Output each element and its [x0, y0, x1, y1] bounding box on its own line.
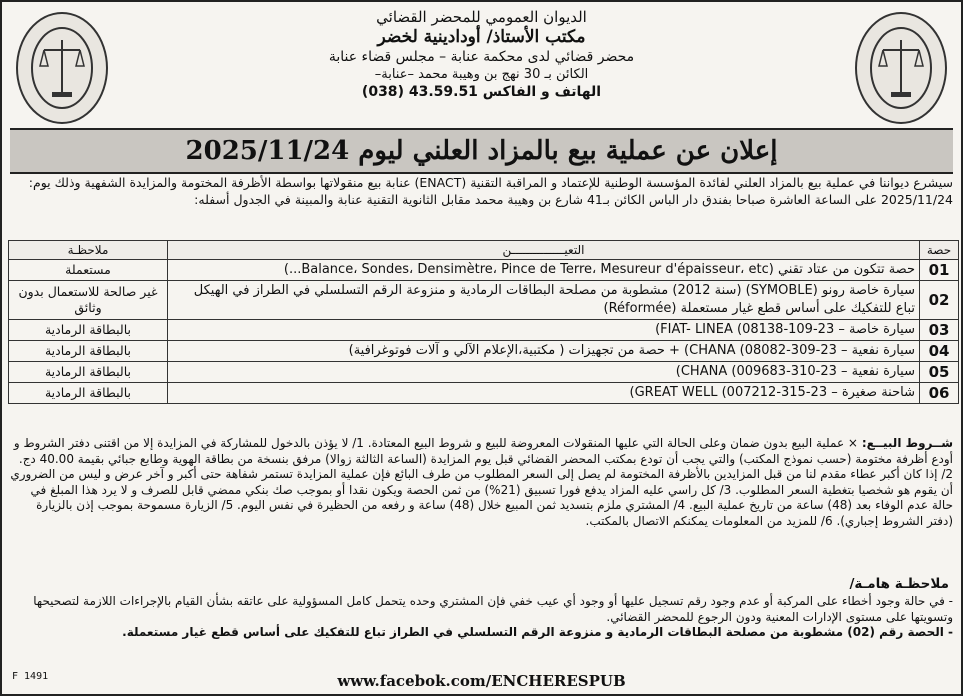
- lot-number: 04: [920, 341, 959, 362]
- scales-of-justice-icon: [869, 26, 933, 110]
- header-lot: حصة: [920, 241, 959, 260]
- lot-description: سيارة خاصة رونو (SYMOBLE) (سنة 2012) مشطوبة من مصلحة البطاقات الرمادية و منزوعة الرقم التسلسلي في الطراز في الهيكل تباع للتفكيك على أساس قطع غيار مستعملة (Réformée): [168, 281, 920, 320]
- intro-paragraph: سيشرع ديواننا في عملية بيع بالمزاد العلني لفائدة المؤسسة الوطنية للإعتماد و المراقبة التقنية (ENACT) عنابة بيع منقولاتها بواسطة الأظرفة المختومة والمزايدة الشفهية وذلك يوم: 2025/11/24 على الساعة العاشرة صباحا بفندق دار الباس الكائن بـ41 شارع بن وهيبة محمد مقابل الثانوية التقنية عنابة والمبينة في الجدول أسفله:: [28, 175, 953, 207]
- important-notes: [10, 594, 953, 641]
- official-seal-left: [16, 12, 108, 124]
- lot-remark: بالبطاقة الرمادية: [9, 320, 168, 341]
- lot-number: 06: [920, 383, 959, 404]
- table-header-row: [9, 241, 959, 260]
- table-row: [9, 341, 959, 362]
- important-note-heading: ملاحظـة هامـة/: [849, 576, 949, 592]
- bailiff-name: مكتب الأستاذ/ أودادينية لخضر: [377, 27, 586, 47]
- scales-of-justice-icon: [30, 26, 94, 110]
- reference-code: F 1491: [12, 671, 49, 682]
- announcement-title: إعلان عن عملية بيع بالمزاد العلني ليوم 2025/11/24: [10, 128, 953, 174]
- lot-number: 01: [920, 260, 959, 281]
- table-row: [9, 383, 959, 404]
- table-row: [9, 362, 959, 383]
- table-row: [9, 260, 959, 281]
- lot-remark: بالبطاقة الرمادية: [9, 383, 168, 404]
- header-remark: ملاحظـة: [9, 241, 168, 260]
- header-designation: التعيـــــــــــــــن: [168, 241, 920, 260]
- note-item: - في حالة وجود أخطاء على المركبة أو عدم وجود رقم تسجيل عليها أو وجود أي عيب خفي فإن المشتري وحده يتحمل كامل المسؤولية على عاتقه بشأن القيام بالإجراءات اللازمة لتصحيحها وتسويتها على مستوى الإدارات المعنية ودون الرجوع للمحضر القضائي.: [33, 594, 953, 624]
- table-row: [9, 281, 959, 320]
- lot-number: 03: [920, 320, 959, 341]
- office-phone: الهاتف و الفاكس 43.59.51 (038): [361, 84, 602, 100]
- conditions-text: × عملية البيع بدون ضمان وعلى الحالة التي عليها المنقولات المعروضة للبيع و شروط البيع المعتادة. 1/ لا يؤذن بالدخول للمشاركة في المزايدة إلا من اقتنى دفتر الشروط و أودع أظرفة مختومة (حسب نموذج المكتب) والتي يجب أن تودع بمكتب المحضر القضائي قبل يوم المزايدة (الساعة الثالثة زوالا) مرفق بنسخة من بطاقة الهوية وطابع جبائي بقيمة 40.00 دج. 2/ إذا كان أكبر عطاء مقدم لنا من قبل المزايدين بالأظرفة المختومة لم يصل إلى السعر المطلوب من طرف البائع فإن عملية المزايدة تستمر شفاهة حتى أكبر و آخر عرض و ليس من الضروري أن يقوم هو شخصيا بتغطية السعر المطلوب. 3/ كل راسي عليه المزاد يدفع فورا تسبيق (21%) من ثمن الحصة ويكون نقدا أو بموجب صك بنكي ممضي قابل للصرف و لا يرد هذا المبلغ في حالة عدم الوفاء بعد (48) ساعة من تاريخ عملية البيع. 4/ المشتري ملزم بتسديد ثمن المبيع خلال (48) ساعة و رفعه من الحظيرة في نفس اليوم. 5/ الزيارة مسموحة بموجب إذن بالزيارة (دفتر الشروط إجباري). 6/ للمزيد من المعلومات يمكنكم الاتصال بالمكتب.: [10, 436, 953, 528]
- jurisdiction: محضر قضائي لدى محكمة عنابة – مجلس قضاء عنابة: [328, 49, 635, 65]
- official-seal-right: [855, 12, 947, 124]
- lot-number: 02: [920, 281, 959, 320]
- office-header: [112, 6, 851, 100]
- facebook-link[interactable]: www.facebok.com/ENCHERESPUB: [337, 672, 626, 690]
- office-address: الكائن بـ 30 نهج بن وهيبة محمد –عنابة–: [374, 67, 589, 82]
- lot-description: حصة تتكون من عتاد تقني (Balance، Sondes، Densimètre، Pince de Terre، Mesureur d'épaisseur، etc...): [168, 260, 920, 281]
- lot-description: شاحنة صغيرة – 23-315-007212) GREAT WELL): [168, 383, 920, 404]
- lot-remark: بالبطاقة الرمادية: [9, 341, 168, 362]
- lot-number: 05: [920, 362, 959, 383]
- sale-conditions: [10, 436, 953, 529]
- lot-remark: بالبطاقة الرمادية: [9, 362, 168, 383]
- table-row: [9, 320, 959, 341]
- lot-remark: مستعملة: [9, 260, 168, 281]
- office-name: الديوان العمومي للمحضر القضائي: [376, 8, 587, 26]
- note-item: - الحصة رقم (02) مشطوبة من مصلحة البطاقات الرمادية و منزوعة الرقم التسلسلي في الطراز تباع للتفكيك على أساس قطع غيار مستعملة.: [122, 625, 953, 639]
- lot-description: سيارة نفعية – 23-310-009683) CHANA): [168, 362, 920, 383]
- conditions-heading: شــروط البيــع:: [861, 436, 953, 450]
- lots-table: [8, 240, 959, 404]
- lot-description: سيارة خاصة – 23-109-08138) FIAT- LINEA): [168, 320, 920, 341]
- lot-description: سيارة نفعية – 23-309-08082) CHANA) + حصة من تجهيزات ( مكتبية،الإعلام الآلي و آلات فوتوغرافية): [168, 341, 920, 362]
- lot-remark: غير صالحة للاستعمال بدون وثائق: [9, 281, 168, 320]
